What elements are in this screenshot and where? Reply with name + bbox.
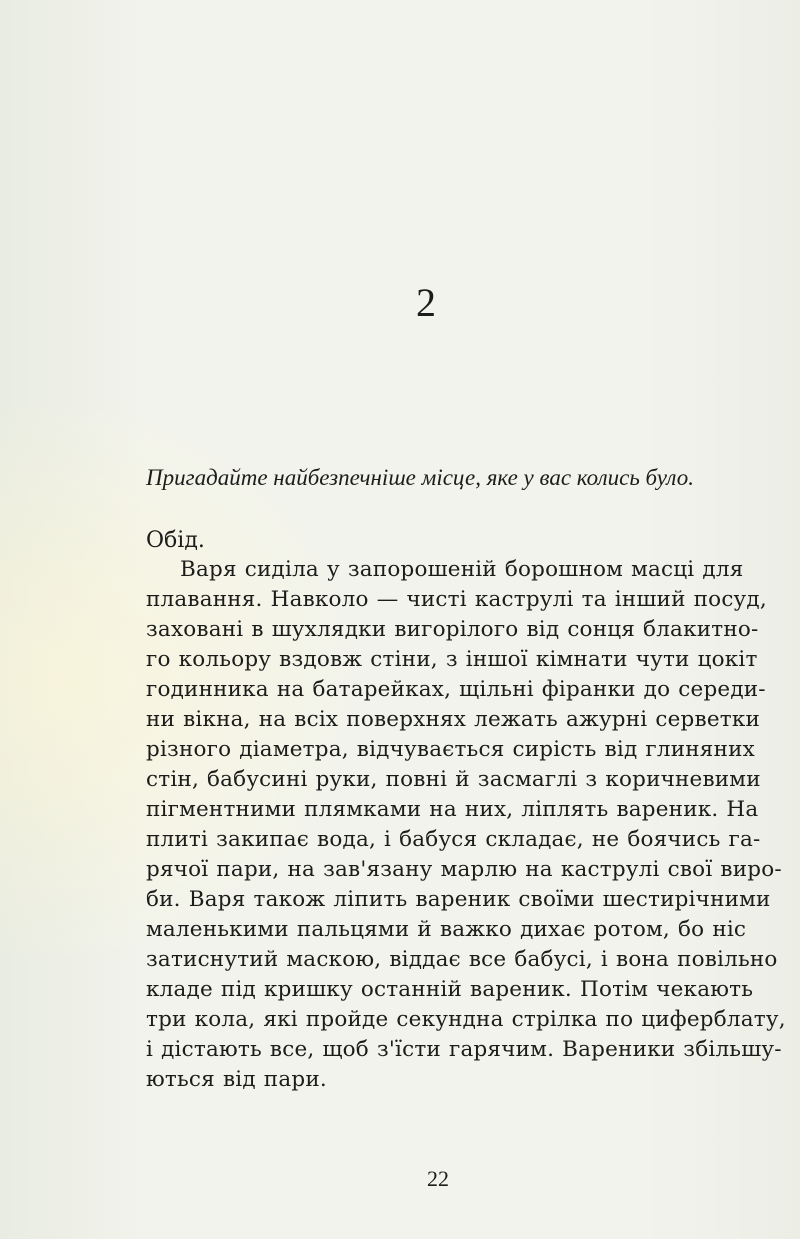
- body-line: годинника на батарейках, щільні фіранки до середи-: [146, 677, 766, 702]
- body-line: і дістають все, щоб з'їсти гарячим. Вареники збільшу-: [146, 1037, 782, 1062]
- body-line: Варя сиділа у запорошеній борошном масці для: [180, 557, 744, 582]
- body-paragraph: [146, 555, 786, 1095]
- body-line: кладе під кришку останній вареник. Потім чекають: [146, 977, 754, 1002]
- body-line: ни вікна, на всіх поверхнях лежать ажурні серветки: [146, 707, 761, 732]
- body-line: ються від пари.: [146, 1067, 327, 1092]
- chapter-epigraph: Пригадайте найбезпечніше місце, яке у вас колись було.: [146, 465, 694, 490]
- body-line: три кола, які пройде секундна стрілка по циферблату,: [146, 1007, 786, 1032]
- body-line: рячої пари, на зав'язану марлю на каструлі свої виро-: [146, 857, 782, 882]
- body-line: плиті закипає вода, і бабуся складає, не боячись га-: [146, 827, 761, 852]
- body-line: затиснутий маскою, віддає все бабусі, і вона повільно: [146, 947, 778, 972]
- body-line: плавання. Навколо — чисті каструлі та інший посуд,: [146, 587, 767, 612]
- body-line: маленькими пальцями й важко дихає ротом, бо ніс: [146, 917, 747, 942]
- body-line: різного діаметра, відчувається сирість від глиняних: [146, 737, 755, 762]
- body-line: би. Варя також ліпить вареник своїми шестирічними: [146, 887, 771, 912]
- body-line: заховані в шухлядки вигорілого від сонця блакитно-: [146, 617, 759, 642]
- body-line: пігментними плямками на них, ліплять вареник. На: [146, 797, 759, 822]
- page-number: 22: [427, 1166, 449, 1191]
- body-line: стін, бабусині руки, повні й засмаглі з коричневими: [146, 767, 761, 792]
- chapter-number: 2: [416, 280, 436, 325]
- section-title: Обід.: [146, 528, 205, 553]
- body-line: го кольору вздовж стіни, з іншої кімнати чути цокіт: [146, 647, 758, 672]
